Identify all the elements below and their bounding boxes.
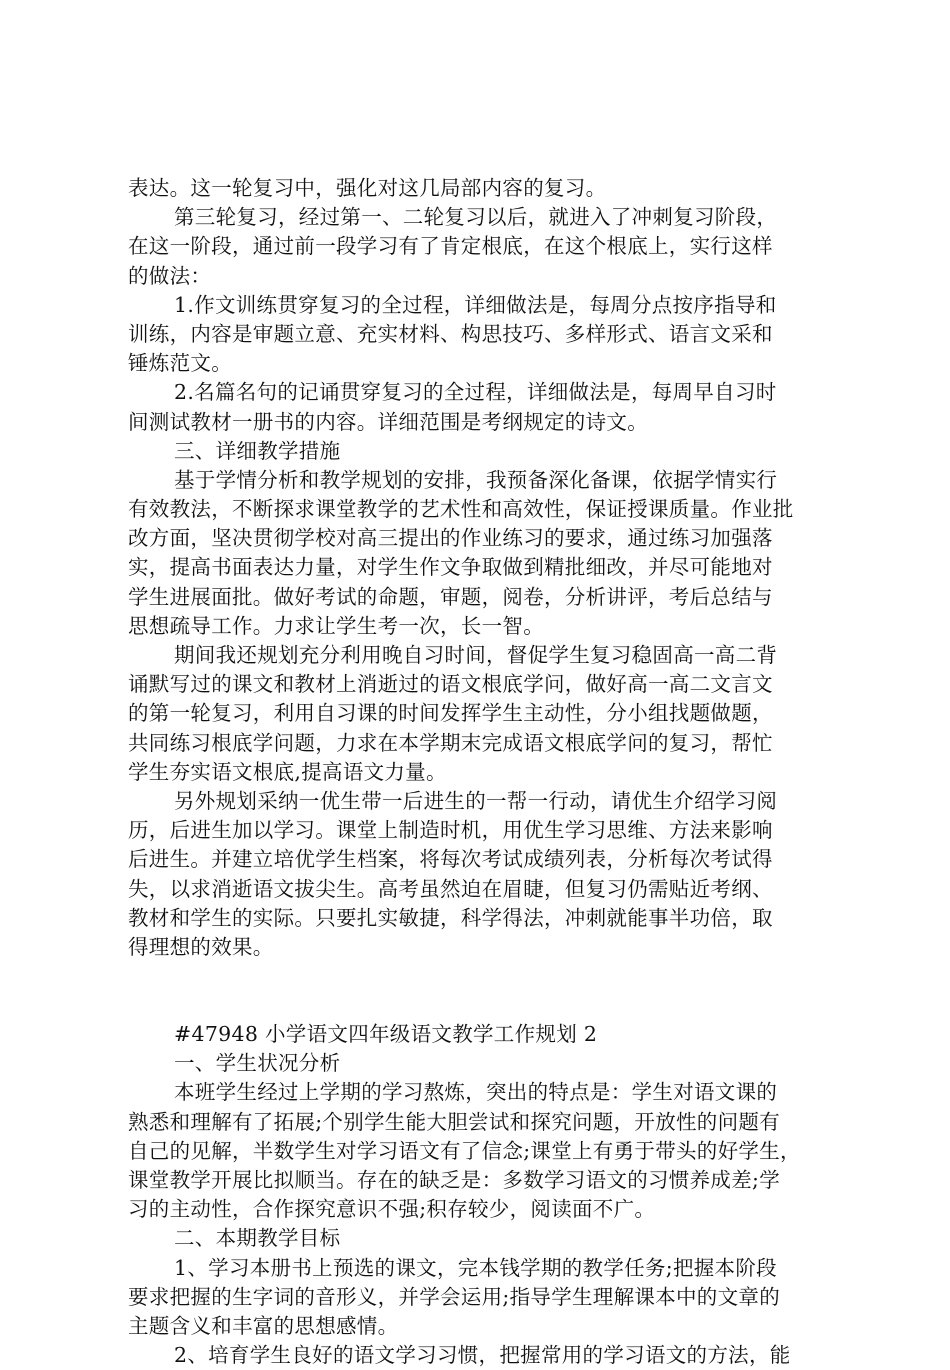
text-line: 诵默写过的课文和教材上消逝过的语文根底学问，做好高一高二文言文 — [128, 672, 773, 697]
text-line: 熟悉和理解有了拓展;个别学生能大胆尝试和探究问题，开放性的问题有 — [128, 1109, 781, 1134]
text-line: 课堂教学开展比拟顺当。存在的缺乏是：多数学习语文的习惯养成差;学 — [128, 1168, 781, 1192]
text-line: 锤炼范文。 — [128, 351, 232, 376]
text-line: 学生夯实语文根底,提高语文力量。 — [128, 759, 447, 784]
text-line: 2.名篇名句的记诵贯穿复习的全过程，详细做法是，每周早自习时 — [174, 380, 777, 405]
text-line: 失，以求消逝语文拔尖生。高考虽然迫在眉睫，但复习仍需贴近考纲、 — [128, 876, 773, 901]
text-line: #47948 小学语文四年级语文教学工作规划 2 — [174, 1022, 598, 1047]
text-line: 期间我还规划充分利用晚自习时间，督促学生复习稳固高一高二背 — [174, 643, 778, 667]
text-line: 思想疏导工作。力求让学生考一次，长一智。 — [128, 613, 544, 638]
section-gap — [128, 962, 838, 1020]
paragraph — [128, 1020, 838, 1049]
paragraph — [128, 1078, 838, 1224]
text-line: 第三轮复习，经过第一、二轮复习以后，就进入了冲刺复习阶段， — [174, 205, 778, 230]
paragraph — [128, 1254, 838, 1342]
text-line: 一、学生状况分析 — [174, 1051, 341, 1076]
paragraph — [128, 466, 838, 641]
text-line: 二、本期教学目标 — [174, 1226, 341, 1251]
text-line: 学生进展面批。做好考试的命题，审题，阅卷，分析讲评，考后总结与 — [128, 584, 773, 609]
text-line: 主题含义和丰富的思想感情。 — [128, 1313, 399, 1338]
text-line: 基于学情分析和教学规划的安排，我预备深化备课，依据学情实行 — [174, 467, 778, 492]
text-line: 2、培育学生良好的语文学习习惯，把握常用的学习语文的方法，能 — [174, 1343, 791, 1368]
text-line: 另外规划采纳一优生带一后进生的一帮一行动，请优生介绍学习阅 — [174, 788, 778, 813]
text-line: 表达。这一轮复习中，强化对这几局部内容的复习。 — [128, 176, 607, 200]
document-body — [128, 174, 838, 1370]
text-line: 历，后进生加以学习。课堂上制造时机，用优生学习思维、方法来影响 — [128, 818, 773, 843]
text-line: 1、学习本册书上预选的课文，完本钱学期的教学任务;把握本阶段 — [174, 1255, 777, 1280]
text-line: 的做法： — [128, 263, 212, 288]
text-line: 训练，内容是审题立意、充实材料、构思技巧、多样形式、语言文采和 — [128, 321, 773, 346]
paragraph — [128, 437, 838, 466]
text-line: 的第一轮复习，利用自习课的时间发挥学生主动性，分小组找题做题， — [128, 701, 773, 726]
paragraph — [128, 1224, 838, 1253]
text-line: 有效教法，不断探求课堂教学的艺术性和高效性，保证授课质量。作业批 — [128, 497, 794, 522]
paragraph — [128, 1341, 838, 1370]
paragraph — [128, 291, 838, 379]
paragraph — [128, 641, 838, 787]
text-line: 习的主动性，合作探究意识不强;积存较少，阅读面不广。 — [128, 1197, 656, 1222]
text-line: 得理想的效果。 — [128, 934, 274, 959]
text-line: 改方面，坚决贯彻学校对高三提出的作业练习的要求，通过练习加强落 — [128, 526, 773, 551]
text-line: 在这一阶段，通过前一段学习有了肯定根底，在这个根底上，实行这样 — [128, 234, 773, 259]
paragraph — [128, 378, 838, 436]
text-line: 本班学生经过上学期的学习熬炼，突出的特点是：学生对语文课的 — [174, 1080, 778, 1105]
text-line: 三、详细教学措施 — [174, 438, 341, 463]
paragraph — [128, 787, 838, 962]
text-line: 后进生。并建立培优学生档案，将每次考试成绩列表，分析每次考试得 — [128, 847, 773, 872]
text-line: 共同练习根底学问题，力求在本学期末完成语文根底学问的复习，帮忙 — [128, 730, 773, 755]
text-line: 要求把握的生字词的音形义，并学会运用;指导学生理解课本中的文章的 — [128, 1284, 781, 1309]
paragraph — [128, 174, 838, 203]
paragraph — [128, 1049, 838, 1078]
text-line: 自己的见解，半数学生对学习语文有了信念;课堂上有勇于带头的好学生， — [128, 1138, 801, 1163]
text-line: 1.作文训练贯穿复习的全过程，详细做法是，每周分点按序指导和 — [174, 292, 777, 317]
text-line: 教材和学生的实际。只要扎实敏捷，科学得法，冲刺就能事半功倍，取 — [128, 905, 773, 930]
text-line: 实，提高书面表达力量，对学生作文争取做到精批细改，并尽可能地对 — [128, 555, 773, 580]
paragraph — [128, 203, 838, 291]
text-line: 间测试教材一册书的内容。详细范围是考纲规定的诗文。 — [128, 409, 648, 434]
